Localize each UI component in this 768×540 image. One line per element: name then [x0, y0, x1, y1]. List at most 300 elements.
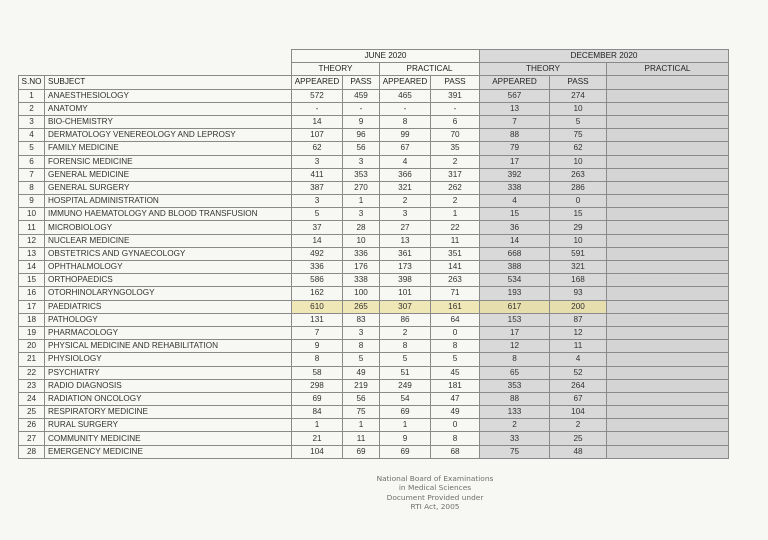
- june-theory-pass-cell: 28: [343, 221, 380, 234]
- june-theory-appeared-cell: 1: [292, 419, 343, 432]
- sno-cell: 9: [19, 195, 45, 208]
- subject-cell: ORTHOPAEDICS: [45, 274, 292, 287]
- december-theory-pass-cell: 29: [550, 221, 607, 234]
- table-row: [19, 340, 729, 353]
- june-theory-appeared-cell: 84: [292, 406, 343, 419]
- june-theory-appeared-cell: 298: [292, 379, 343, 392]
- june-practical-appeared-cell: 173: [380, 261, 431, 274]
- sno-cell: 2: [19, 102, 45, 115]
- june-practical-appeared-cell: 465: [380, 89, 431, 102]
- june-practical-pass-cell: 49: [431, 406, 480, 419]
- subject-cell: OTORHINOLARYNGOLOGY: [45, 287, 292, 300]
- december-theory-appeared-cell: 534: [480, 274, 550, 287]
- june-practical-pass-cell: 5: [431, 353, 480, 366]
- june-practical-pass-cell: 64: [431, 313, 480, 326]
- table-row: [19, 406, 729, 419]
- december-theory-pass-cell: 62: [550, 142, 607, 155]
- june-theory-header: THEORY: [292, 63, 380, 76]
- table-row: [19, 129, 729, 142]
- june-practical-pass-cell: 2: [431, 195, 480, 208]
- december-practical-cell: [607, 155, 729, 168]
- sno-cell: 6: [19, 155, 45, 168]
- june-practical-appeared-cell: 13: [380, 234, 431, 247]
- sno-cell: 1: [19, 89, 45, 102]
- sno-cell: 3: [19, 115, 45, 128]
- stamp-line: in Medical Sciences: [398, 483, 472, 493]
- december-practical-header: PRACTICAL: [607, 63, 729, 76]
- sno-cell: 5: [19, 142, 45, 155]
- december-theory-pass-header: PASS: [550, 76, 607, 89]
- table-row: [19, 445, 729, 458]
- table-row: [19, 300, 729, 313]
- december-theory-pass-cell: 591: [550, 247, 607, 260]
- sno-cell: 10: [19, 208, 45, 221]
- table-row: [19, 247, 729, 260]
- sno-cell: 12: [19, 234, 45, 247]
- june-practical-appeared-cell: 2: [380, 326, 431, 339]
- june-practical-pass-cell: 45: [431, 366, 480, 379]
- june-theory-pass-cell: 5: [343, 353, 380, 366]
- june-theory-appeared-cell: 5: [292, 208, 343, 221]
- december-theory-header: THEORY: [480, 63, 607, 76]
- june-practical-appeared-cell: 9: [380, 432, 431, 445]
- june-theory-appeared-cell: 9: [292, 340, 343, 353]
- december-practical-cell: [607, 102, 729, 115]
- december-theory-pass-cell: 4: [550, 353, 607, 366]
- december-practical-cell: [607, 261, 729, 274]
- december-theory-appeared-cell: 15: [480, 208, 550, 221]
- december-theory-appeared-cell: 75: [480, 445, 550, 458]
- subject-cell: BIO-CHEMISTRY: [45, 115, 292, 128]
- june-practical-appeared-cell: 99: [380, 129, 431, 142]
- june-theory-pass-cell: 75: [343, 406, 380, 419]
- table-row: [19, 155, 729, 168]
- june-theory-pass-cell: 49: [343, 366, 380, 379]
- june-practical-pass-cell: 2: [431, 155, 480, 168]
- december-theory-pass-cell: 11: [550, 340, 607, 353]
- december-theory-appeared-cell: 353: [480, 379, 550, 392]
- subject-cell: PATHOLOGY: [45, 313, 292, 326]
- june-theory-appeared-cell: -: [292, 102, 343, 115]
- december-practical-cell: [607, 142, 729, 155]
- june-practical-pass-cell: 22: [431, 221, 480, 234]
- table-row: [19, 181, 729, 194]
- june-theory-pass-cell: 10: [343, 234, 380, 247]
- december-practical-cell: [607, 115, 729, 128]
- sno-cell: 13: [19, 247, 45, 260]
- june-theory-pass-cell: 3: [343, 208, 380, 221]
- sno-cell: 20: [19, 340, 45, 353]
- table-row: [19, 274, 729, 287]
- june-theory-pass-cell: 3: [343, 155, 380, 168]
- header-row-columns: [19, 76, 729, 89]
- december-practical-cell: [607, 234, 729, 247]
- june-theory-appeared-cell: 3: [292, 195, 343, 208]
- subject-cell: FORENSIC MEDICINE: [45, 155, 292, 168]
- june-theory-appeared-cell: 411: [292, 168, 343, 181]
- december-practical-cell: [607, 313, 729, 326]
- june-theory-appeared-cell: 162: [292, 287, 343, 300]
- december-theory-appeared-cell: 2: [480, 419, 550, 432]
- june-theory-appeared-cell: 14: [292, 115, 343, 128]
- december-theory-pass-cell: 52: [550, 366, 607, 379]
- december-theory-appeared-cell: 17: [480, 326, 550, 339]
- december-theory-pass-cell: 321: [550, 261, 607, 274]
- june-theory-appeared-cell: 336: [292, 261, 343, 274]
- december-theory-appeared-cell: 88: [480, 129, 550, 142]
- stamp-line: Document Provided under: [386, 492, 484, 502]
- sno-cell: 15: [19, 274, 45, 287]
- header-row-period: [19, 50, 729, 63]
- table-row: [19, 419, 729, 432]
- june-practical-pass-header: PASS: [431, 76, 480, 89]
- table-row: [19, 287, 729, 300]
- december-practical-cell: [607, 274, 729, 287]
- december-theory-appeared-cell: 567: [480, 89, 550, 102]
- stamp-line: National Board of Examinations: [376, 474, 494, 483]
- june-theory-pass-cell: 265: [343, 300, 380, 313]
- june-theory-pass-cell: 9: [343, 115, 380, 128]
- december-practical-cell: [607, 326, 729, 339]
- table-row: [19, 89, 729, 102]
- december-practical-cell: [607, 247, 729, 260]
- december-theory-appeared-cell: 12: [480, 340, 550, 353]
- subject-cell: PHYSIOLOGY: [45, 353, 292, 366]
- subject-cell: RADIATION ONCOLOGY: [45, 392, 292, 405]
- june-theory-pass-cell: 69: [343, 445, 380, 458]
- december-theory-appeared-cell: 133: [480, 406, 550, 419]
- june-practical-pass-cell: 6: [431, 115, 480, 128]
- december-theory-appeared-cell: 14: [480, 234, 550, 247]
- december-practical-cell: [607, 392, 729, 405]
- june-practical-pass-cell: 0: [431, 326, 480, 339]
- june-theory-pass-cell: -: [343, 102, 380, 115]
- december-theory-pass-cell: 286: [550, 181, 607, 194]
- june-theory-pass-cell: 459: [343, 89, 380, 102]
- december-practical-cell: [607, 129, 729, 142]
- sno-cell: 18: [19, 313, 45, 326]
- december-theory-pass-cell: 75: [550, 129, 607, 142]
- sno-cell: 26: [19, 419, 45, 432]
- december-theory-appeared-cell: 617: [480, 300, 550, 313]
- table-row: [19, 102, 729, 115]
- sno-cell: 7: [19, 168, 45, 181]
- june-theory-appeared-cell: 104: [292, 445, 343, 458]
- sno-cell: 28: [19, 445, 45, 458]
- december-theory-pass-cell: 274: [550, 89, 607, 102]
- table-row: [19, 432, 729, 445]
- subject-cell: HOSPITAL ADMINISTRATION: [45, 195, 292, 208]
- june-theory-pass-cell: 11: [343, 432, 380, 445]
- june-practical-pass-cell: 141: [431, 261, 480, 274]
- subject-cell: DERMATOLOGY VENEREOLOGY AND LEPROSY: [45, 129, 292, 142]
- december-2020-header: DECEMBER 2020: [480, 50, 729, 63]
- june-practical-appeared-cell: 321: [380, 181, 431, 194]
- june-theory-appeared-cell: 572: [292, 89, 343, 102]
- table-row: [19, 234, 729, 247]
- sno-cell: 19: [19, 326, 45, 339]
- june-theory-pass-cell: 338: [343, 274, 380, 287]
- sno-cell: 8: [19, 181, 45, 194]
- table-row: [19, 313, 729, 326]
- june-theory-appeared-cell: 62: [292, 142, 343, 155]
- december-practical-blank: [607, 76, 729, 89]
- june-practical-pass-cell: 35: [431, 142, 480, 155]
- december-theory-pass-cell: 10: [550, 234, 607, 247]
- december-practical-cell: [607, 379, 729, 392]
- june-theory-pass-cell: 219: [343, 379, 380, 392]
- december-theory-appeared-cell: 4: [480, 195, 550, 208]
- june-theory-appeared-cell: 107: [292, 129, 343, 142]
- june-theory-pass-cell: 176: [343, 261, 380, 274]
- sno-cell: 25: [19, 406, 45, 419]
- december-theory-pass-cell: 10: [550, 155, 607, 168]
- june-practical-pass-cell: 263: [431, 274, 480, 287]
- december-theory-appeared-cell: 8: [480, 353, 550, 366]
- december-theory-pass-cell: 10: [550, 102, 607, 115]
- december-theory-pass-cell: 12: [550, 326, 607, 339]
- subject-header: SUBJECT: [45, 76, 292, 89]
- table-row: [19, 142, 729, 155]
- table-row: [19, 366, 729, 379]
- sno-cell: 16: [19, 287, 45, 300]
- june-practical-appeared-cell: 249: [380, 379, 431, 392]
- june-practical-pass-cell: 1: [431, 208, 480, 221]
- june-practical-appeared-cell: 307: [380, 300, 431, 313]
- subject-cell: RESPIRATORY MEDICINE: [45, 406, 292, 419]
- june-theory-appeared-cell: 492: [292, 247, 343, 260]
- december-theory-appeared-cell: 33: [480, 432, 550, 445]
- december-theory-appeared-cell: 388: [480, 261, 550, 274]
- june-theory-appeared-cell: 69: [292, 392, 343, 405]
- sno-cell: 24: [19, 392, 45, 405]
- june-theory-pass-cell: 56: [343, 142, 380, 155]
- results-table: [18, 49, 729, 459]
- sno-cell: 14: [19, 261, 45, 274]
- subject-cell: RADIO DIAGNOSIS: [45, 379, 292, 392]
- june-theory-pass-cell: 56: [343, 392, 380, 405]
- june-practical-appeared-cell: 101: [380, 287, 431, 300]
- june-theory-appeared-cell: 58: [292, 366, 343, 379]
- subject-cell: PSYCHIATRY: [45, 366, 292, 379]
- december-practical-cell: [607, 353, 729, 366]
- december-practical-cell: [607, 419, 729, 432]
- june-theory-appeared-cell: 37: [292, 221, 343, 234]
- sno-cell: 21: [19, 353, 45, 366]
- sno-cell: 11: [19, 221, 45, 234]
- june-theory-appeared-cell: 7: [292, 326, 343, 339]
- december-practical-cell: [607, 195, 729, 208]
- subject-cell: RURAL SURGERY: [45, 419, 292, 432]
- june-practical-appeared-cell: 5: [380, 353, 431, 366]
- june-theory-pass-cell: 83: [343, 313, 380, 326]
- sno-cell: 23: [19, 379, 45, 392]
- december-practical-cell: [607, 340, 729, 353]
- june-practical-appeared-cell: 8: [380, 340, 431, 353]
- june-theory-appeared-header: APPEARED: [292, 76, 343, 89]
- december-theory-pass-cell: 200: [550, 300, 607, 313]
- june-practical-appeared-cell: 67: [380, 142, 431, 155]
- june-practical-appeared-cell: 366: [380, 168, 431, 181]
- june-practical-pass-cell: 8: [431, 432, 480, 445]
- june-theory-pass-cell: 100: [343, 287, 380, 300]
- subject-cell: GENERAL MEDICINE: [45, 168, 292, 181]
- table-row: [19, 326, 729, 339]
- december-theory-appeared-cell: 392: [480, 168, 550, 181]
- june-theory-appeared-cell: 610: [292, 300, 343, 313]
- june-theory-appeared-cell: 3: [292, 155, 343, 168]
- sno-cell: 17: [19, 300, 45, 313]
- subject-cell: OBSTETRICS AND GYNAECOLOGY: [45, 247, 292, 260]
- june-theory-pass-cell: 1: [343, 195, 380, 208]
- june-theory-appeared-cell: 131: [292, 313, 343, 326]
- june-theory-pass-cell: 96: [343, 129, 380, 142]
- december-practical-cell: [607, 89, 729, 102]
- december-practical-cell: [607, 300, 729, 313]
- subject-cell: GENERAL SURGERY: [45, 181, 292, 194]
- june-practical-appeared-cell: 3: [380, 208, 431, 221]
- june-theory-appeared-cell: 21: [292, 432, 343, 445]
- june-theory-pass-cell: 336: [343, 247, 380, 260]
- december-theory-pass-cell: 5: [550, 115, 607, 128]
- june-practical-appeared-cell: 2: [380, 195, 431, 208]
- june-practical-pass-cell: 47: [431, 392, 480, 405]
- june-practical-pass-cell: 351: [431, 247, 480, 260]
- table-row: [19, 221, 729, 234]
- june-practical-pass-cell: 262: [431, 181, 480, 194]
- december-practical-cell: [607, 168, 729, 181]
- december-theory-appeared-cell: 17: [480, 155, 550, 168]
- table-row: [19, 379, 729, 392]
- december-theory-pass-cell: 0: [550, 195, 607, 208]
- june-practical-appeared-cell: 361: [380, 247, 431, 260]
- june-practical-appeared-cell: 86: [380, 313, 431, 326]
- june-practical-appeared-cell: 27: [380, 221, 431, 234]
- june-practical-pass-cell: 0: [431, 419, 480, 432]
- december-practical-cell: [607, 221, 729, 234]
- december-practical-cell: [607, 445, 729, 458]
- june-theory-appeared-cell: 14: [292, 234, 343, 247]
- table-row: [19, 115, 729, 128]
- june-practical-pass-cell: 8: [431, 340, 480, 353]
- june-theory-appeared-cell: 387: [292, 181, 343, 194]
- december-practical-cell: [607, 208, 729, 221]
- december-theory-pass-cell: 67: [550, 392, 607, 405]
- december-theory-appeared-cell: 153: [480, 313, 550, 326]
- december-theory-pass-cell: 104: [550, 406, 607, 419]
- subject-cell: FAMILY MEDICINE: [45, 142, 292, 155]
- december-theory-pass-cell: 264: [550, 379, 607, 392]
- june-practical-header: PRACTICAL: [380, 63, 480, 76]
- december-theory-pass-cell: 93: [550, 287, 607, 300]
- june-2020-header: JUNE 2020: [292, 50, 480, 63]
- sno-cell: 4: [19, 129, 45, 142]
- subject-cell: OPHTHALMOLOGY: [45, 261, 292, 274]
- sno-cell: 27: [19, 432, 45, 445]
- june-practical-pass-cell: 11: [431, 234, 480, 247]
- june-practical-pass-cell: 70: [431, 129, 480, 142]
- december-theory-pass-cell: 48: [550, 445, 607, 458]
- december-theory-appeared-header: APPEARED: [480, 76, 550, 89]
- december-theory-appeared-cell: 36: [480, 221, 550, 234]
- june-practical-pass-cell: 391: [431, 89, 480, 102]
- december-theory-pass-cell: 2: [550, 419, 607, 432]
- subject-cell: NUCLEAR MEDICINE: [45, 234, 292, 247]
- december-theory-appeared-cell: 338: [480, 181, 550, 194]
- subject-cell: MICROBIOLOGY: [45, 221, 292, 234]
- june-practical-appeared-cell: 4: [380, 155, 431, 168]
- june-theory-appeared-cell: 586: [292, 274, 343, 287]
- header-row-type: [19, 63, 729, 76]
- december-practical-cell: [607, 406, 729, 419]
- sno-header: S.NO: [19, 76, 45, 89]
- december-theory-appeared-cell: 88: [480, 392, 550, 405]
- subject-cell: PHARMACOLOGY: [45, 326, 292, 339]
- june-theory-appeared-cell: 8: [292, 353, 343, 366]
- sno-cell: 22: [19, 366, 45, 379]
- december-theory-appeared-cell: 13: [480, 102, 550, 115]
- december-theory-pass-cell: 25: [550, 432, 607, 445]
- subject-cell: ANAESTHESIOLOGY: [45, 89, 292, 102]
- june-practical-appeared-cell: 51: [380, 366, 431, 379]
- june-theory-pass-cell: 270: [343, 181, 380, 194]
- table-row: [19, 195, 729, 208]
- june-practical-appeared-cell: 1: [380, 419, 431, 432]
- subject-cell: ANATOMY: [45, 102, 292, 115]
- december-theory-appeared-cell: 79: [480, 142, 550, 155]
- december-practical-cell: [607, 432, 729, 445]
- june-practical-appeared-header: APPEARED: [380, 76, 431, 89]
- table-row: [19, 392, 729, 405]
- december-theory-pass-cell: 15: [550, 208, 607, 221]
- june-theory-pass-cell: 3: [343, 326, 380, 339]
- june-practical-appeared-cell: 54: [380, 392, 431, 405]
- subject-cell: PAEDIATRICS: [45, 300, 292, 313]
- december-theory-pass-cell: 168: [550, 274, 607, 287]
- june-practical-pass-cell: 68: [431, 445, 480, 458]
- subject-cell: EMERGENCY MEDICINE: [45, 445, 292, 458]
- december-theory-pass-cell: 87: [550, 313, 607, 326]
- june-theory-pass-cell: 8: [343, 340, 380, 353]
- june-practical-appeared-cell: 69: [380, 445, 431, 458]
- table-row: [19, 261, 729, 274]
- june-theory-pass-header: PASS: [343, 76, 380, 89]
- june-theory-pass-cell: 353: [343, 168, 380, 181]
- june-practical-pass-cell: 71: [431, 287, 480, 300]
- table-row: [19, 353, 729, 366]
- stamp-line: RTI Act, 2005: [410, 501, 460, 511]
- june-practical-appeared-cell: 398: [380, 274, 431, 287]
- june-practical-appeared-cell: 8: [380, 115, 431, 128]
- december-practical-cell: [607, 287, 729, 300]
- june-practical-pass-cell: 181: [431, 379, 480, 392]
- december-theory-pass-cell: 263: [550, 168, 607, 181]
- table-row: [19, 208, 729, 221]
- june-practical-pass-cell: 161: [431, 300, 480, 313]
- june-practical-pass-cell: -: [431, 102, 480, 115]
- december-practical-cell: [607, 181, 729, 194]
- june-theory-pass-cell: 1: [343, 419, 380, 432]
- subject-cell: IMMUNO HAEMATOLOGY AND BLOOD TRANSFUSION: [45, 208, 292, 221]
- subject-cell: COMMUNITY MEDICINE: [45, 432, 292, 445]
- june-practical-appeared-cell: 69: [380, 406, 431, 419]
- rti-stamp: [350, 474, 520, 511]
- december-practical-cell: [607, 366, 729, 379]
- december-theory-appeared-cell: 193: [480, 287, 550, 300]
- december-theory-appeared-cell: 65: [480, 366, 550, 379]
- june-practical-pass-cell: 317: [431, 168, 480, 181]
- table-row: [19, 168, 729, 181]
